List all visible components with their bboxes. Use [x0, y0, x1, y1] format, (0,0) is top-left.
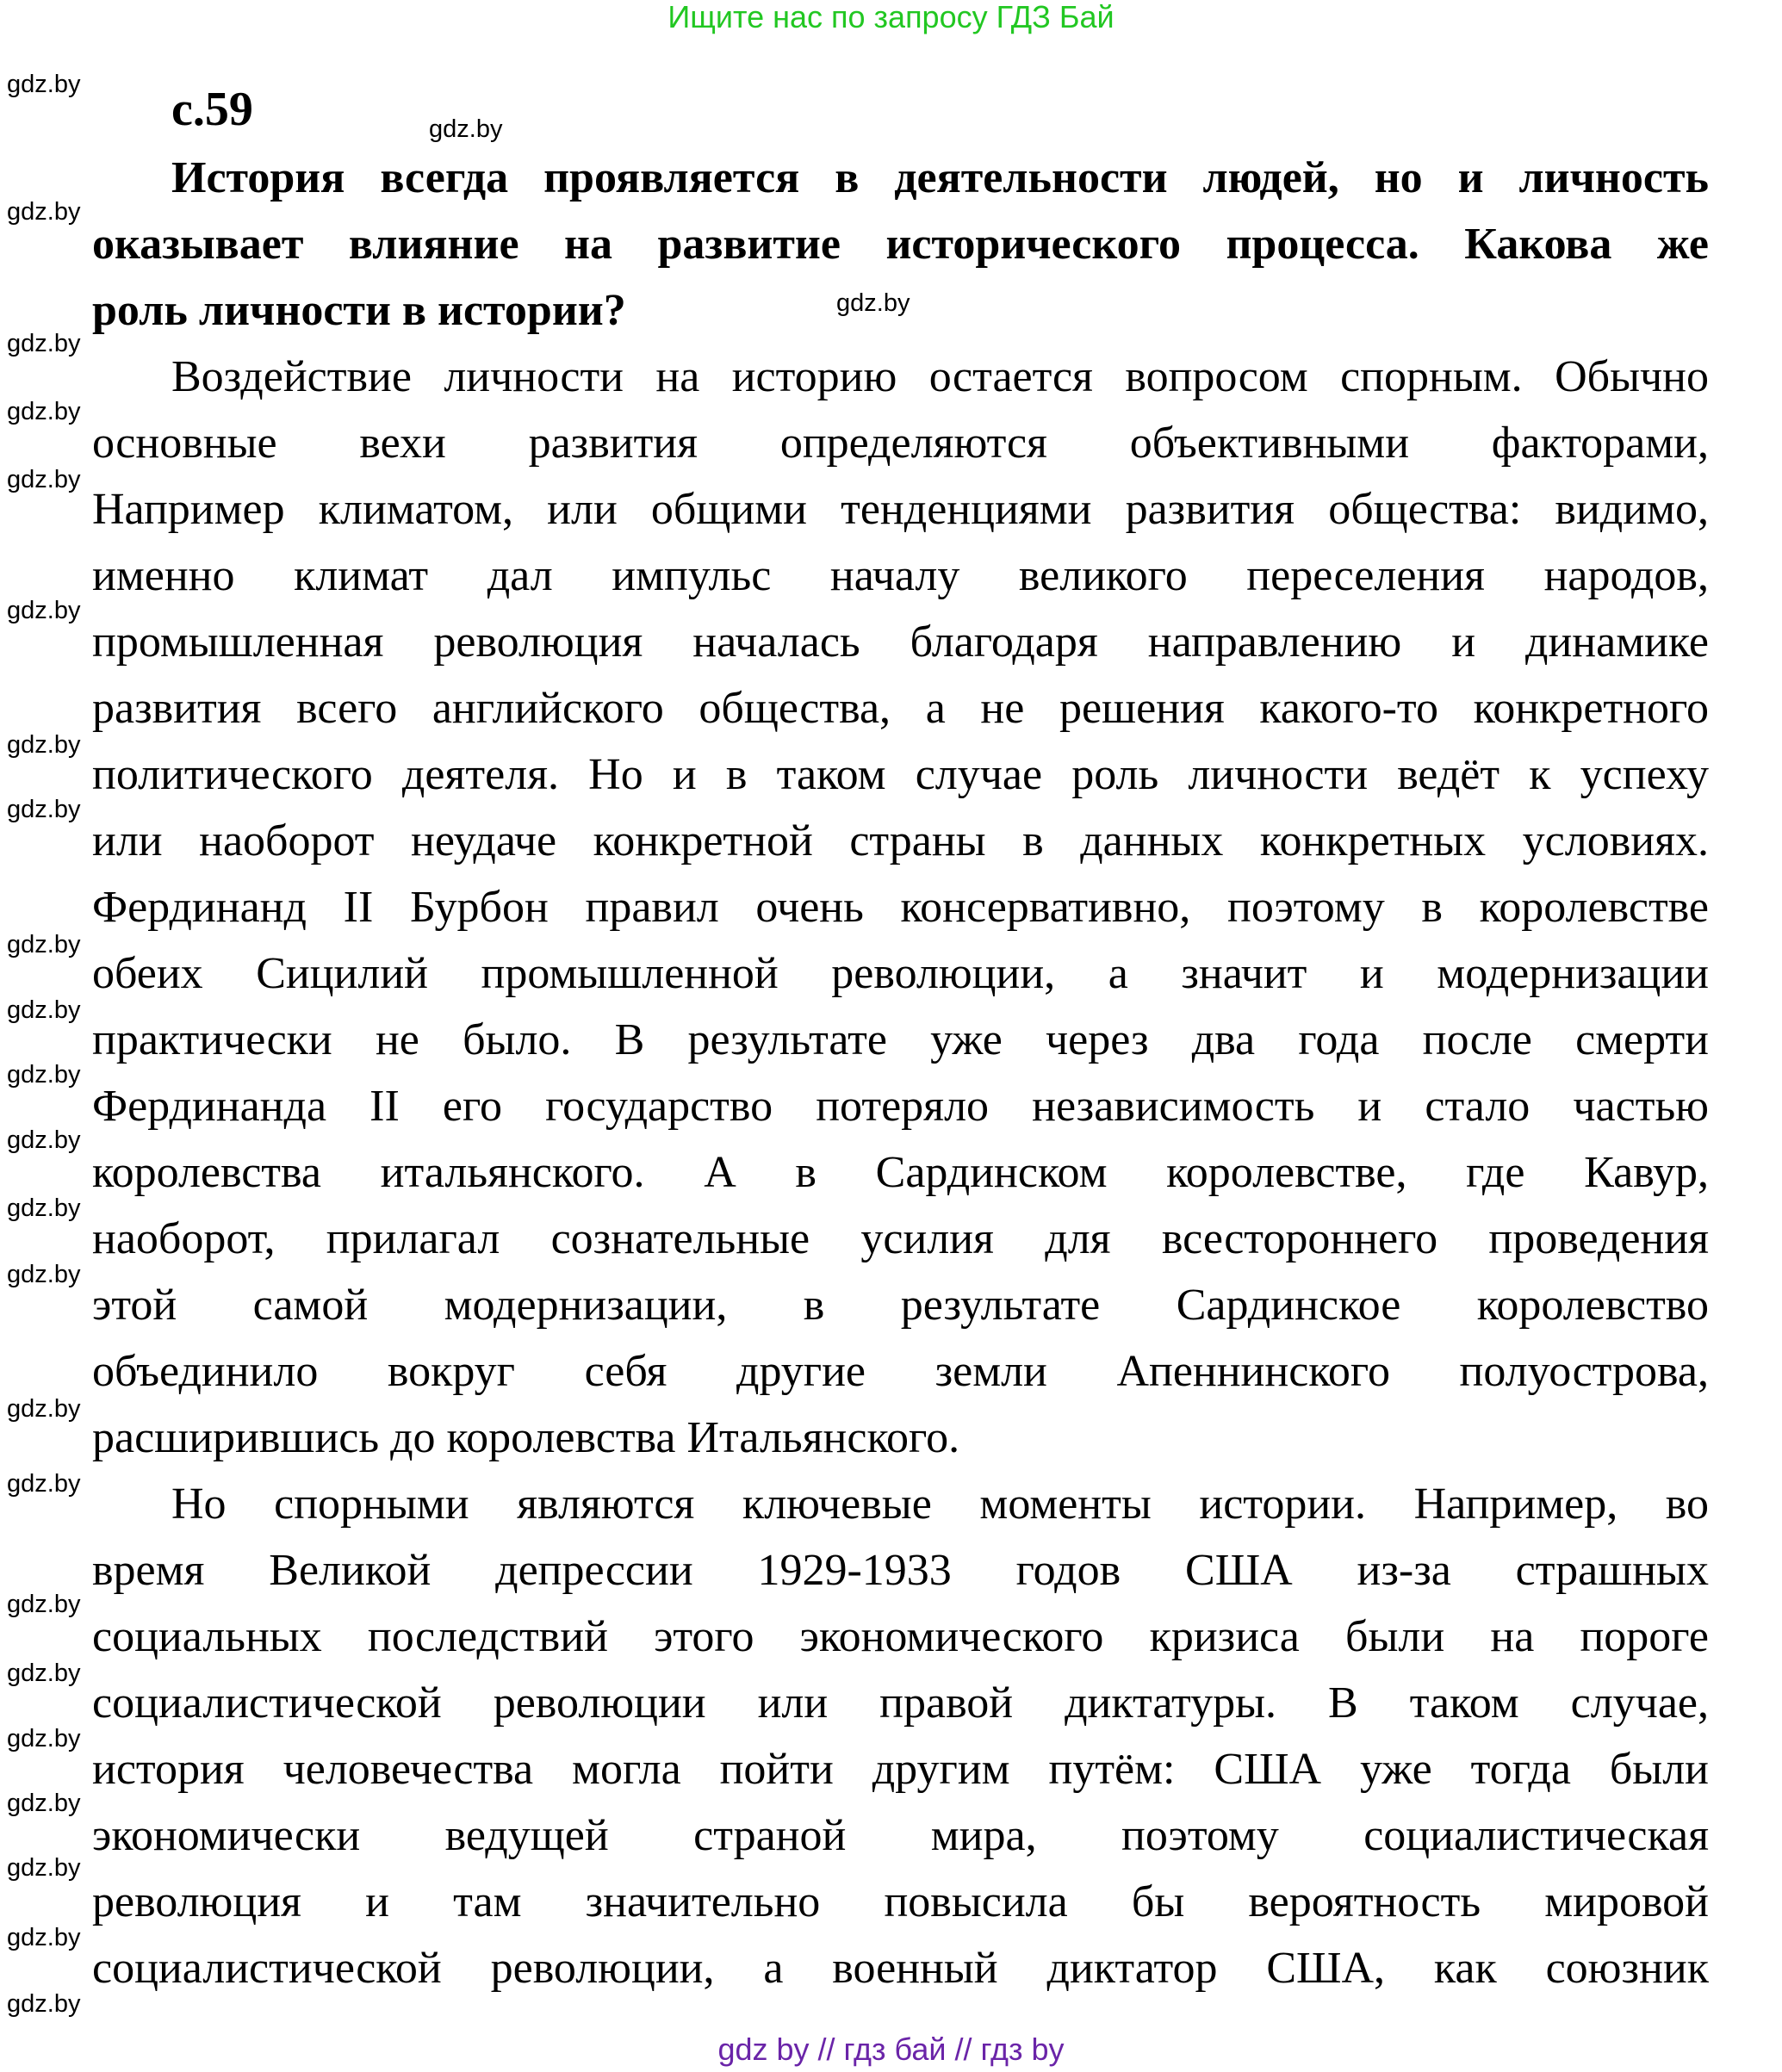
- text-line: революция и там значительно повысила бы вероятность мировой: [92, 1877, 1709, 1926]
- watermark: gdz.by: [7, 1591, 81, 1618]
- text-line: Но спорными являются ключевые моменты истории. Например, во: [171, 1480, 1709, 1529]
- text-line: обеих Сицилий промышленной революции, а значит и модернизации: [92, 949, 1709, 998]
- text-line: Воздействие личности на историю остается вопросом спорным. Обычно: [171, 352, 1709, 401]
- text-line: практически не было. В результате уже через два года после смерти: [92, 1015, 1709, 1064]
- watermark: gdz.by: [429, 115, 503, 143]
- watermark: gdz.by: [7, 1924, 81, 1951]
- text-line: социальных последствий этого экономического кризиса были на пороге: [92, 1612, 1709, 1661]
- text-line: Например климатом, или общими тенденциями развития общества: видимо,: [92, 485, 1709, 534]
- watermark: gdz.by: [7, 1725, 81, 1753]
- heading-line: История всегда проявляется в деятельности людей, но и личность: [171, 153, 1709, 202]
- text-line: объединило вокруг себя другие земли Апеннинского полуострова,: [92, 1347, 1709, 1396]
- watermark: gdz.by: [7, 1126, 81, 1154]
- watermark: gdz.by: [7, 1061, 81, 1089]
- text-line: расширившись до королевства Итальянского.: [92, 1413, 960, 1462]
- watermark: gdz.by: [7, 198, 81, 226]
- page-number: с.59: [171, 83, 253, 136]
- heading-line: роль личности в истории?: [92, 286, 626, 335]
- top-banner: Ищите нас по запросу ГДЗ Бай: [667, 0, 1115, 34]
- watermark: gdz.by: [7, 1854, 81, 1882]
- text-line: наоборот, прилагал сознательные усилия для всестороннего проведения: [92, 1214, 1709, 1263]
- text-line: Фердинанд II Бурбон правил очень консервативно, поэтому в королевстве: [92, 883, 1709, 932]
- text-line: или наоборот неудаче конкретной страны в данных конкретных условиях.: [92, 816, 1709, 865]
- watermark: gdz.by: [7, 931, 81, 958]
- watermark: gdz.by: [7, 1194, 81, 1222]
- text-line: промышленная революция началась благодаря направлению и динамике: [92, 617, 1709, 667]
- watermark: gdz.by: [7, 398, 81, 425]
- text-line: социалистической революции, а военный диктатор США, как союзник: [92, 1944, 1709, 1993]
- text-line: политического деятеля. Но и в таком случае роль личности ведёт к успеху: [92, 750, 1709, 799]
- text-line: этой самой модернизации, в результате Сардинское королевство: [92, 1281, 1709, 1330]
- watermark: gdz.by: [7, 1990, 81, 2018]
- document-text: [92, 145, 1709, 2001]
- text-line: королевства итальянского. А в Сардинском королевстве, где Кавур,: [92, 1148, 1709, 1197]
- text-line: время Великой депрессии 1929-1933 годов США из-за страшных: [92, 1546, 1709, 1595]
- watermark: gdz.by: [7, 71, 81, 98]
- watermark: gdz.by: [7, 796, 81, 823]
- watermark: gdz.by: [7, 731, 81, 759]
- watermark: gdz.by: [7, 330, 81, 357]
- watermark: gdz.by: [7, 597, 81, 624]
- text-line: экономически ведущей страной мира, поэтому социалистическая: [92, 1811, 1709, 1860]
- text-line: история человечества могла пойти другим путём: США уже тогда были: [92, 1745, 1709, 1794]
- text-line: основные вехи развития определяются объективными факторами,: [92, 419, 1709, 468]
- footer-links: gdz by // гдз бай // гдз by: [717, 2032, 1065, 2067]
- heading-line: оказывает влияние на развитие исторического процесса. Какова же: [92, 220, 1709, 269]
- text-line: развития всего английского общества, а не решения какого-то конкретного: [92, 684, 1709, 733]
- watermark: gdz.by: [7, 466, 81, 493]
- watermark: gdz.by: [836, 289, 910, 317]
- watermark: gdz.by: [7, 1261, 81, 1288]
- text-line: Фердинанда II его государство потеряло независимость и стало частью: [92, 1082, 1709, 1131]
- text-line: именно климат дал импульс началу великого переселения народов,: [92, 551, 1709, 600]
- watermark: gdz.by: [7, 1470, 81, 1498]
- watermark: gdz.by: [7, 1395, 81, 1423]
- watermark: gdz.by: [7, 1790, 81, 1817]
- watermark: gdz.by: [7, 996, 81, 1024]
- text-line: социалистической революции или правой диктатуры. В таком случае,: [92, 1678, 1709, 1728]
- watermark: gdz.by: [7, 1659, 81, 1687]
